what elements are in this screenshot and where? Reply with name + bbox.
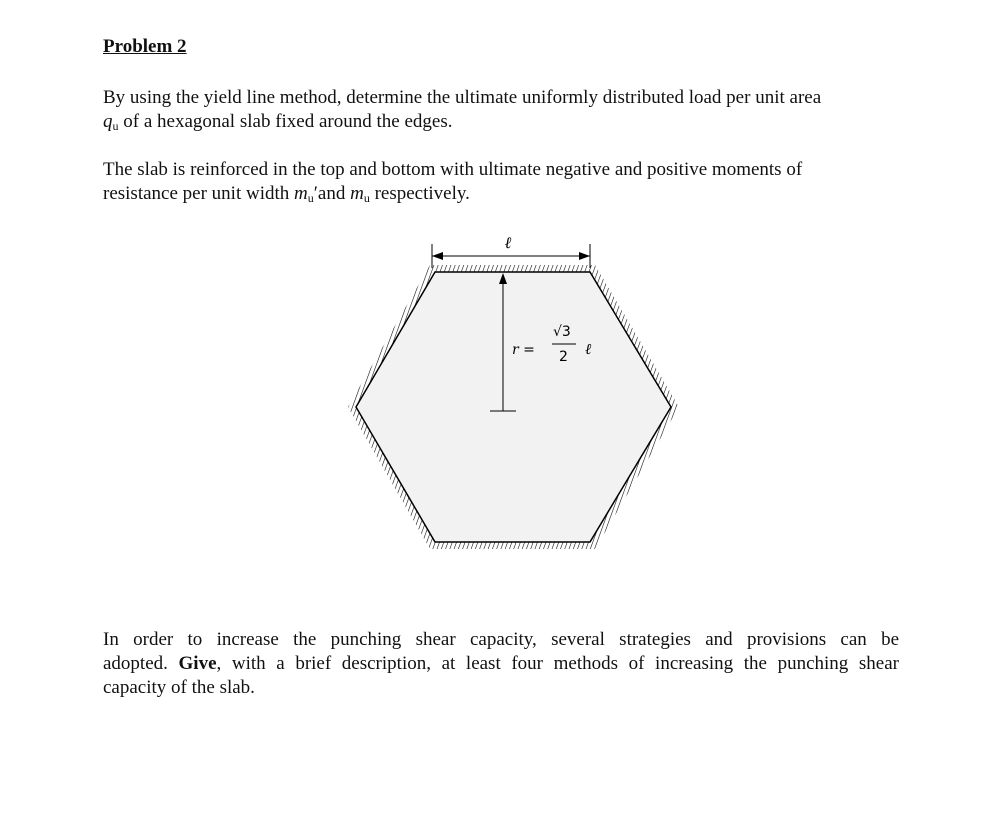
inradius-ell: ℓ <box>585 340 592 358</box>
respectively-word: respectively. <box>369 183 470 204</box>
inradius-denominator: 2 <box>559 349 568 365</box>
m-positive-subscript: u <box>363 191 370 205</box>
punching-shear-question <box>103 628 899 700</box>
statement-line-1: By using the yield line method, determine the ultimate uniformly distributed load per unit area <box>103 87 822 108</box>
side-length-label: ℓ <box>504 233 512 252</box>
question-line-2-pre: adopted. <box>103 653 179 674</box>
inradius-r-label: r = <box>512 342 535 358</box>
question-line-2 <box>103 652 899 676</box>
problem-statement <box>103 86 903 138</box>
prime-mark: ′ <box>313 183 318 204</box>
m-positive-symbol: m <box>350 183 364 204</box>
m-negative-symbol: m <box>294 183 308 204</box>
question-line-1: In order to increase the punching shear capacity, several strategies and provisions can be <box>103 629 899 650</box>
side-dimension-right-arrow <box>579 252 590 260</box>
q-subscript: u <box>112 119 119 133</box>
statement-line-2: of a hexagonal slab fixed around the edges. <box>118 111 453 132</box>
m-negative-subscript: u <box>307 191 314 205</box>
problem-title: Problem 2 <box>103 36 187 57</box>
reinforcement-statement <box>103 158 903 210</box>
hexagonal-slab-diagram <box>340 230 690 560</box>
reinforcement-line-1: The slab is reinforced in the top and bottom with ultimate negative and positive moments of <box>103 159 803 180</box>
q-symbol: q <box>103 111 113 132</box>
give-bold-word: Give <box>178 653 217 674</box>
question-line-2-rest: , with a brief description, at least four methods of increasing the punching shear <box>216 653 899 674</box>
question-line-3: capacity of the slab. <box>103 677 255 698</box>
and-word: and <box>317 183 351 204</box>
reinforcement-line-2: resistance per unit width <box>103 183 295 204</box>
side-dimension-left-arrow <box>432 252 443 260</box>
inradius-sqrt3: √3 <box>553 324 571 340</box>
